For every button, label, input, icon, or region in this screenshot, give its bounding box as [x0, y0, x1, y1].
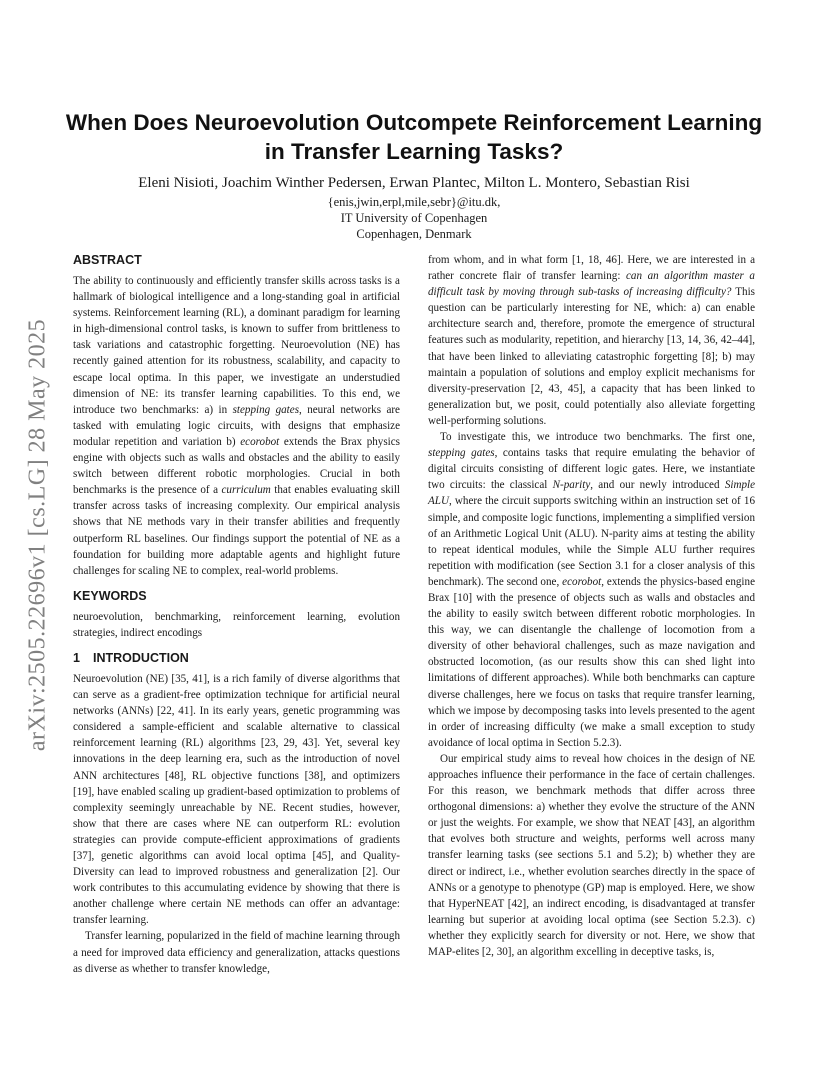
- right-column: [428, 252, 755, 960]
- keywords-text: neuroevolution, benchmarking, reinforcement learning, evolution strategies, indirect encodings: [73, 610, 400, 639]
- title-line-2: in Transfer Learning Tasks?: [264, 139, 564, 164]
- intro-paragraph-2: Transfer learning, popularized in the field of machine learning through a need for improved data efficiency and generalization, attacks questions as diverse as whether to transfer knowledge,: [73, 930, 400, 975]
- author-institution: IT University of Copenhagen: [340, 211, 488, 225]
- section-number: 1: [73, 650, 80, 665]
- title-line-1: When Does Neuroevolution Outcompete Reinforcement Learning: [65, 110, 763, 135]
- intro-heading: [73, 650, 400, 666]
- intro-paragraph-4: To investigate this, we introduce two benchmarks. The first one, stepping gates, contains tasks that require emulating the behavior of digital circuits consisting of different logic gates. Here, we instantiate two circuits: the classical N-parity, and our newly introduced Simple ALU, where the circuit supports switching within an instruction set of 16 simple, and composite logic functions, implementing a simplified version of an Arithmetic Logical Unit (ALU). N-parity aims at testing the ability to repeat identical modules, while the Simple ALU further requires repetition with modification (see Section 3.1 for a closer analysis of this benchmark). The second one, ecorobot, extends the physics-based engine Brax [10] with the presence of objects such as walls and obstacles and the ability to easily switch between different robotic morphologies. In this way, we can disentangle the challenge of locomotion from a diversity of other behavioral challenges, such as maze navigation and obstructed locomotion, (as our results show this can shed light into limitations of different approaches). While both benchmarks can capture diverse challenges, here we focus on tasks that require transfer learning, which we impose by decomposing tasks into levels presented to the agent in order of increasing difficulty (we make a small exception to study avoidance of local optima in Section 5.2.3).: [428, 431, 756, 749]
- abstract-heading: ABSTRACT: [73, 253, 142, 267]
- intro-paragraph-3: from whom, and in what form [1, 18, 46]. Here, we are interested in a rather concrete flair of transfer learning: can an algorithm master a difficult task by moving through sub-tasks of increasing difficulty? This question can be particularly interesting for NE, which: a) can enable architecture search and, therefore, promote the emergence of structural features such as modularity, repetition, and hierarchy [13, 14, 36, 42–44], that have been linked to alleviating catastrophic forgetting [8]; b) may maintain a population of solutions and employ explicit mechanisms for diversity-preservation [2, 43, 45], a capacity that has been linked to generalization but, we posit, could potentially also alleviate forgetting well-performing solutions.: [428, 254, 755, 427]
- author-location: Copenhagen, Denmark: [356, 227, 472, 241]
- abstract-text: The ability to continuously and efficiently transfer skills across tasks is a hallmark of biological intelligence and a long-standing goal in artificial systems. Reinforcement learning (RL), a dominant paradigm for learning in high-dimensional control tasks, is known to suffer from brittleness to task variations and catastrophic forgetting. Neuroevolution (NE) has recently gained attention for its robustness, scalability, and capacity to escape local optima. In this paper, we investigate an understudied dimension of NE: its transfer learning capabilities. To this end, we introduce two benchmarks: a) in stepping gates, neural networks are tasked with emulating logic circuits, with designs that emphasize modular repetition and variation b) ecorobot extends the Brax physics engine with objects such as walls and obstacles and the ability to easily switch between different robotic morphologies. Crucial in both benchmarks is the presence of a curriculum that enables evaluating skill transfer across tasks of increasing complexity. Our empirical analysis shows that NE methods vary in their transfer abilities and frequently outperform RL baselines. Our findings support the potential of NE as a foundation for building more adaptable agents and highlight future challenges for scaling NE to complex, real-world problems.: [73, 275, 400, 577]
- author-list: Eleni Nisioti, Joachim Winther Pedersen, Erwan Plantec, Milton L. Montero, Sebastian Risi: [138, 175, 690, 191]
- keywords-heading: KEYWORDS: [73, 588, 147, 603]
- intro-paragraph-5: Our empirical study aims to reveal how choices in the design of NE approaches influence their performance in the face of certain challenges. For this reason, we benchmark methods that differ across three orthogonal dimensions: a) whether they evolve the structure of the ANN or just the weights. For example, we show that NEAT [43], an algorithm that evolves both structure and weights, performs well across many transfer learning tasks (see sections 5.1 and 5.2); b) whether they are direct or indirect, i.e., whether evolution searches directly in the space of ANNs or a genotype to phenotype (GP) map is employed. Here, we show that HyperNEAT [42], an indirect encoding, is disadvantaged at transfer learning but superior at avoiding local optima (see Section 5.2.3). c) whether they explicitly search for diversity or not. Here, we show that MAP-elites [2, 30], an algorithm excelling in deceptive tasks, is,: [428, 752, 755, 959]
- arxiv-identifier: [18, 300, 58, 770]
- section-title: INTRODUCTION: [93, 650, 189, 665]
- author-emails: {enis,jwin,erpl,mile,sebr}@itu.dk,: [327, 195, 501, 209]
- arxiv-identifier-text: arXiv:2505.22696v1 [cs.LG] 28 May 2025: [24, 318, 51, 752]
- intro-paragraph-1: Neuroevolution (NE) [35, 41], is a rich family of diverse algorithms that can serve as a gradient-free optimization technique for artificial neural networks (ANNs) [22, 41]. In its early years, genetic programming was considered a sample-efficient and scalable alternative to classical reinforcement learning (RL) algorithms [23, 29, 43]. Yet, several key innovations in the deep learning era, such as the introduction of novel ANN architectures [48], RL objective functions [38], and optimizers [19], have enabled scaling up gradient-based optimization to problems of complexity seemingly unreachable by NE. Recent studies, however, show that there are cases where NE can outperform RL: evolution strategies can provide compute-efficient approximations of gradients [37], genetic algorithms can avoid local optima [45], and Quality-Diversity can lead to improved robustness and generalization [2]. Our work contributes to this accumulating evidence by showing that there is another challenge where certain NE methods can offer an advantage: transfer learning.: [73, 672, 400, 927]
- left-column: [73, 252, 400, 977]
- paper-title: [60, 108, 768, 166]
